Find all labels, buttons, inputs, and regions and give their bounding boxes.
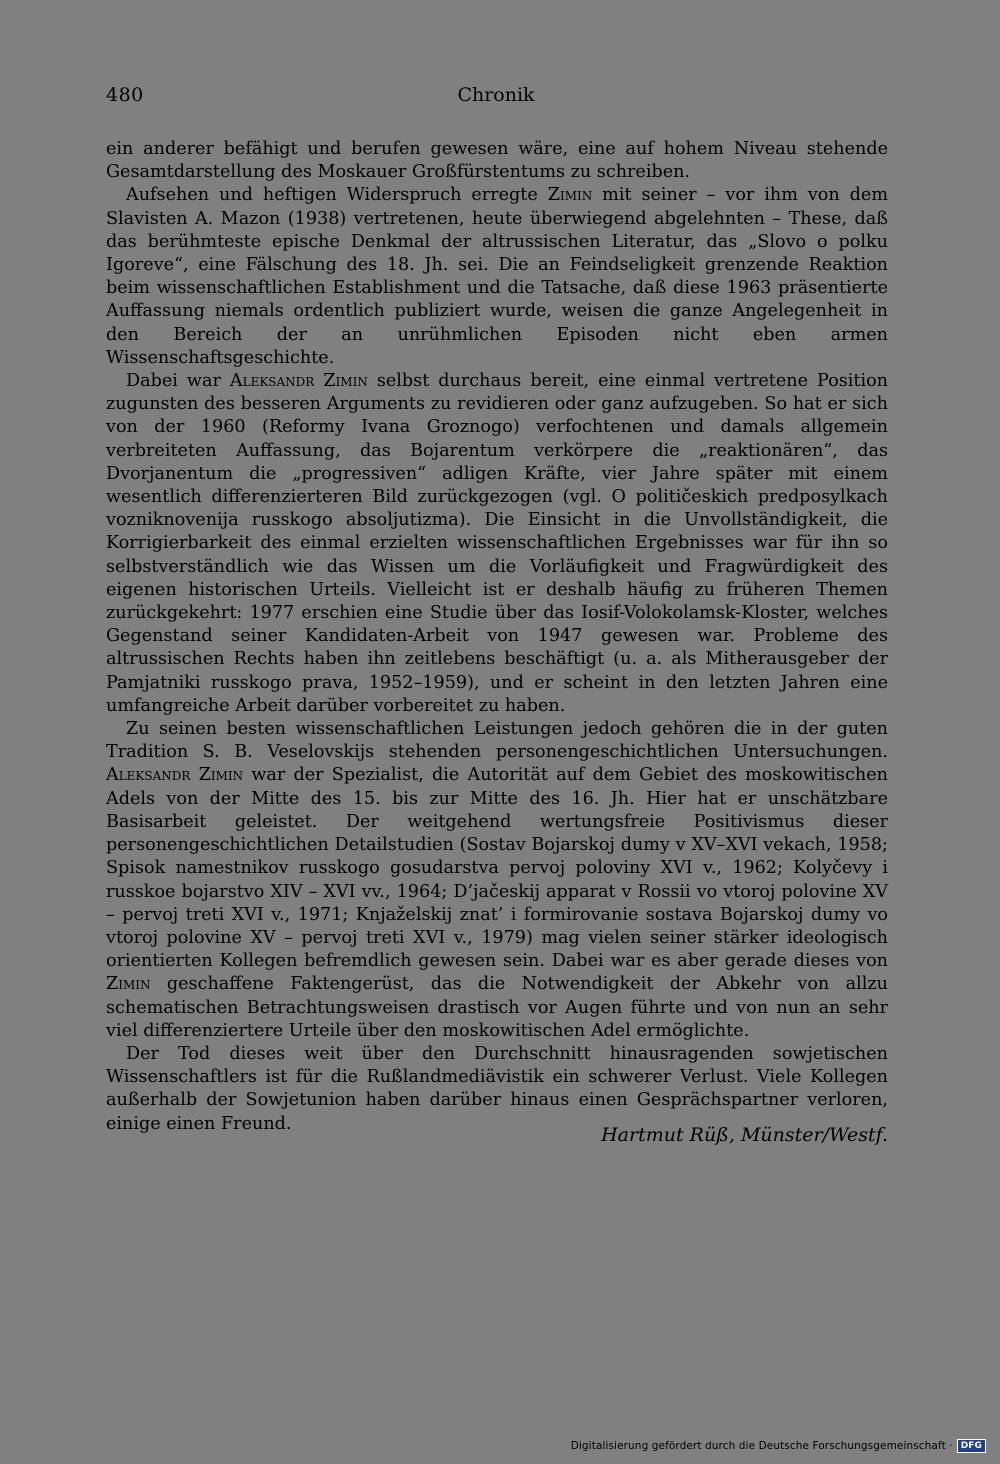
paragraph-5: Der Tod dieses weit über den Durchschnitt hinausragenden sowjetischen Wissenschaftlers ist für die Rußlandmediävistik ein schwerer Verlust. Viele Kollegen außerhalb der Sowjetunion haben darüber hinaus einen Gesprächspartner verloren, einige einen Freund. bbox=[106, 1043, 888, 1134]
signature: Hartmut Rüß, Münster/Westf. bbox=[601, 1124, 888, 1146]
page-header bbox=[106, 84, 886, 114]
body-text bbox=[106, 138, 888, 1136]
author-name: Aleksandr Zimin bbox=[106, 765, 244, 786]
paragraph-1: ein anderer befähigt und berufen gewesen wäre, eine auf hohem Niveau stehende Gesamtdarstellung des Moskauer Großfürstentums zu schreiben. bbox=[106, 139, 888, 183]
author-name: Aleksandr Zimin bbox=[229, 371, 368, 392]
page-number: 480 bbox=[106, 84, 144, 106]
dfg-logo: DFG bbox=[957, 1439, 986, 1453]
digitization-credit bbox=[571, 1438, 986, 1454]
paragraph-3: Dabei war Aleksandr Zimin selbst durchaus bereit, eine einmal vertretene Position zugunsten des besseren Arguments zu revidieren oder ganz aufzugeben. So hat er sich von der 1960 (Reformy Ivana Groznogo) verfochtenen und damals allgemein verbreiteten Auffassung, das Bojarentum verkörpere die „reaktionären“, das Dvorjanentum die „progressiven“ adligen Kräfte, vier Jahre später mit einem wesentlich differenzierteren Bild zurückgezogen (vgl. O političeskich predposylkach vozniknovenija russkogo absoljutizma). Die Einsicht in die Unvollständigkeit, die Korrigierbarkeit des einmal erzielten wissenschaftlichen Ergebnisses war für ihn so selbstverständlich wie das Wissen um die Vorläufigkeit und Fragwürdigkeit des eigenen historischen Urteils. Vielleicht ist er deshalb häufig zu früheren Themen zurückgekehrt: 1977 erschien eine Studie über das Iosif-Volokolamsk-Kloster, welches Gegenstand seiner Kandidaten-Arbeit von 1947 gewesen war. Probleme des altrussischen Rechts haben ihn zeitlebens beschäftigt (u. a. als Mitherausgeber der Pamjatniki russkogo prava, 1952–1959), und er scheint in den letzten Jahren eine umfangreiche Arbeit darüber vorbereitet zu haben. bbox=[106, 371, 888, 716]
credit-text: Digitalisierung gefördert durch die Deutsche Forschungsgemeinschaft · bbox=[570, 1440, 953, 1452]
paragraph-4: Zu seinen besten wissenschaftlichen Leistungen jedoch gehören die in der guten Tradition S. B. Veselovskijs stehenden personengeschichtlichen Untersuchungen. Aleksandr Zimin war der Spezialist, die Autorität auf dem Gebiet des moskowitischen Adels von der Mitte des 15. bis zur Mitte des 16. Jh. Hier hat er unschätzbare Basisarbeit geleistet. Der weitgehend wertungsfreie Positivismus dieser personengeschichtlichen Detailstudien (Sostav Bojarskoj dumy v XV–XVI vekach, 1958; Spisok namestnikov russkogo gosudarstva pervoj poloviny XVI v., 1962; Kolyčevy i russkoe bojarstvo XIV – XVI vv., 1964; D’jačeskij apparat v Rossii vo vtoroj polovine XV – pervoj treti XVI v., 1971; Knjaželskij znat’ i formirovanie sostava Bojarskoj dumy vo vtoroj polovine XV – pervoj treti XVI v., 1979) mag vielen seiner stärker ideologisch orientierten Kollegen befremdlich gewesen sein. Dabei war es aber gerade dieses von Zimin geschaffene Faktengerüst, das die Notwendigkeit der Abkehr von allzu schematischen Betrachtungsweisen drastisch vor Augen führte und von nun an sehr viel differenziertere Urteile über den moskowitischen Adel ermöglichte. bbox=[106, 719, 888, 1041]
running-head: Chronik bbox=[457, 84, 535, 106]
author-name: Zimin bbox=[106, 974, 151, 995]
author-name: Zimin bbox=[547, 185, 593, 206]
paragraph-2: Aufsehen und heftigen Widerspruch erregte Zimin mit seiner – vor ihm von dem Slavisten A. Mazon (1938) vertretenen, heute überwiegend abgelehnten – These, daß das berühmteste epische Denkmal der altrussischen Literatur, das „Slovo o polku Igoreve“, eine Fälschung des 18. Jh. sei. Die an Feindseligkeit grenzende Reaktion beim wissenschaftlichen Establishment und die Tatsache, daß diese 1963 präsentierte Auffassung niemals ordentlich publiziert wurde, weisen die ganze Angelegenheit in den Bereich der an unrühmlichen Episoden nicht eben armen Wissenschaftsgeschichte. bbox=[106, 185, 888, 368]
